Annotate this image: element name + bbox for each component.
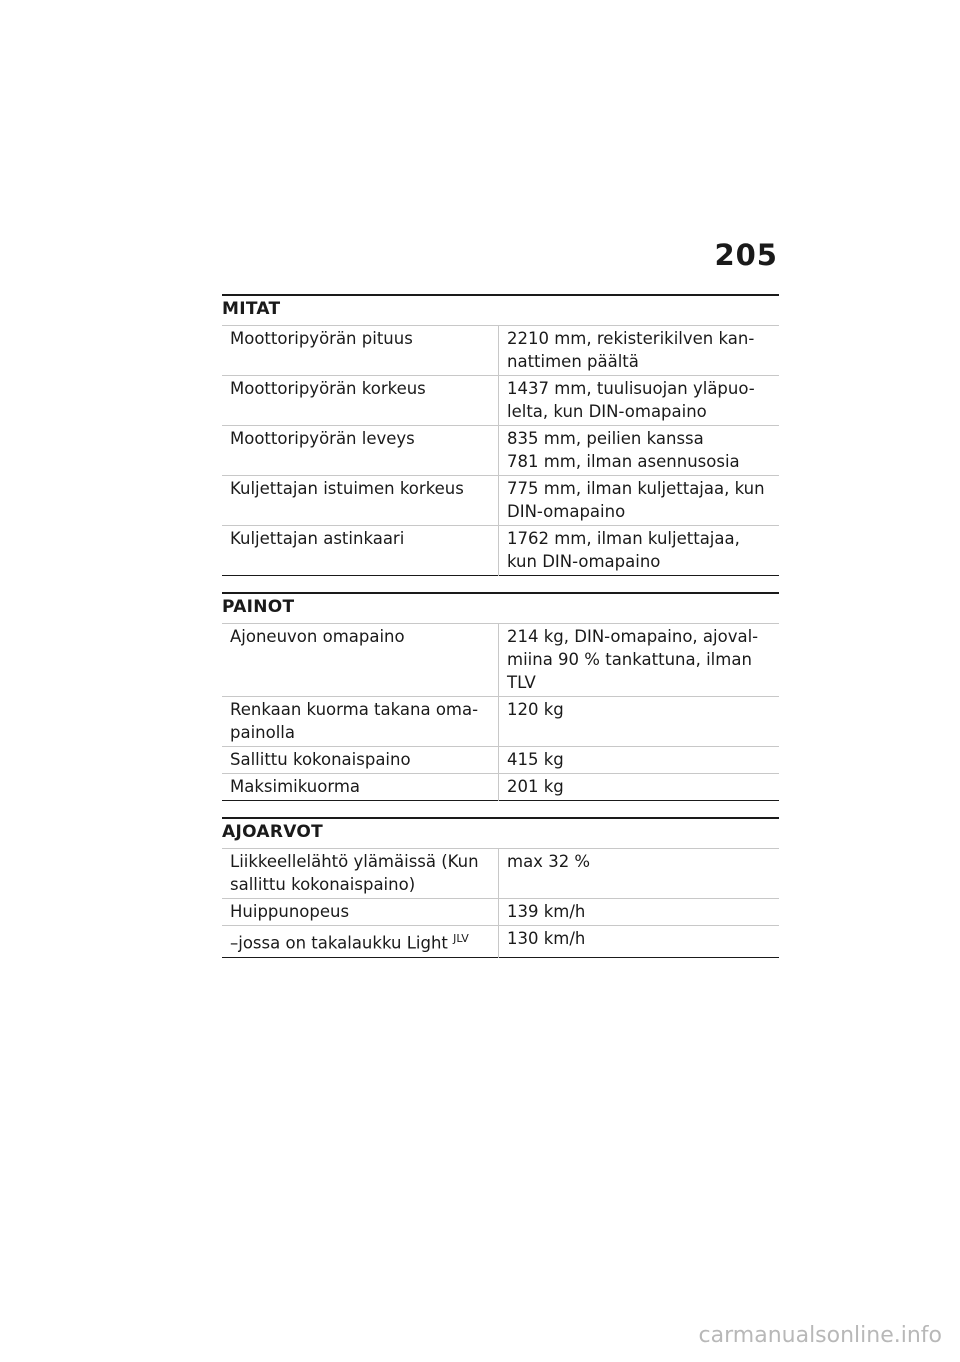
row-value: 201 kg	[507, 777, 564, 796]
table-row	[222, 774, 779, 801]
row-value: 130 km/h	[507, 929, 586, 948]
section-title: MITAT	[222, 299, 281, 319]
row-value: 1437 mm, tuulisuojan yläpuo- lelta, kun DIN-omapaino	[507, 379, 755, 421]
row-label: Moottoripyörän leveys	[222, 426, 499, 476]
superscript-jlv: JLV	[453, 932, 469, 945]
row-value: 139 km/h	[507, 902, 586, 921]
row-label: Liikkeellelähtö ylämäissä (Kun sallittu kokonaispaino)	[222, 849, 499, 899]
row-label: –jossa on takalaukku Light $^{JLV}$	[222, 926, 499, 958]
page-number: 205	[714, 238, 778, 272]
table-row	[222, 376, 779, 426]
table-row	[222, 849, 779, 899]
row-value: 1762 mm, ilman kuljettajaa, kun DIN-omapaino	[507, 529, 740, 571]
row-label: Huippunopeus	[222, 899, 499, 926]
row-value: 120 kg	[507, 700, 564, 719]
row-label: Moottoripyörän korkeus	[222, 376, 499, 426]
spec-table	[222, 848, 779, 958]
specs-content	[222, 0, 779, 958]
row-label: Moottoripyörän pituus	[222, 326, 499, 376]
row-value: 775 mm, ilman kuljettajaa, kun DIN-omapaino	[507, 479, 765, 521]
row-value: max 32 %	[507, 852, 591, 871]
row-value: 214 kg, DIN-omapaino, ajoval- miina 90 % tankattuna, ilman TLV	[507, 627, 759, 692]
row-value: 415 kg	[507, 750, 564, 769]
table-row	[222, 326, 779, 376]
section-performance	[222, 817, 779, 958]
section-weights	[222, 592, 779, 801]
section-title: PAINOT	[222, 597, 295, 617]
row-label: Renkaan kuorma takana oma- painolla	[222, 697, 499, 747]
row-label: Sallittu kokonaispaino	[222, 747, 499, 774]
spec-table	[222, 623, 779, 801]
row-label: Kuljettajan istuimen korkeus	[222, 476, 499, 526]
table-row	[222, 526, 779, 576]
table-row	[222, 899, 779, 926]
row-label: Kuljettajan astinkaari	[222, 526, 499, 576]
table-row	[222, 926, 779, 958]
table-row	[222, 624, 779, 697]
section-dimensions	[222, 294, 779, 576]
row-label: Ajoneuvon omapaino	[222, 624, 499, 697]
row-value: 835 mm, peilien kanssa 781 mm, ilman asennusosia	[507, 429, 740, 471]
table-row	[222, 697, 779, 747]
table-row	[222, 747, 779, 774]
spec-table	[222, 325, 779, 576]
row-value: 2210 mm, rekisterikilven kan- nattimen päältä	[507, 329, 755, 371]
section-title: AJOARVOT	[222, 822, 324, 842]
watermark: carmanualsonline.info	[698, 1323, 942, 1348]
table-row	[222, 426, 779, 476]
row-label: Maksimikuorma	[222, 774, 499, 801]
table-row	[222, 476, 779, 526]
